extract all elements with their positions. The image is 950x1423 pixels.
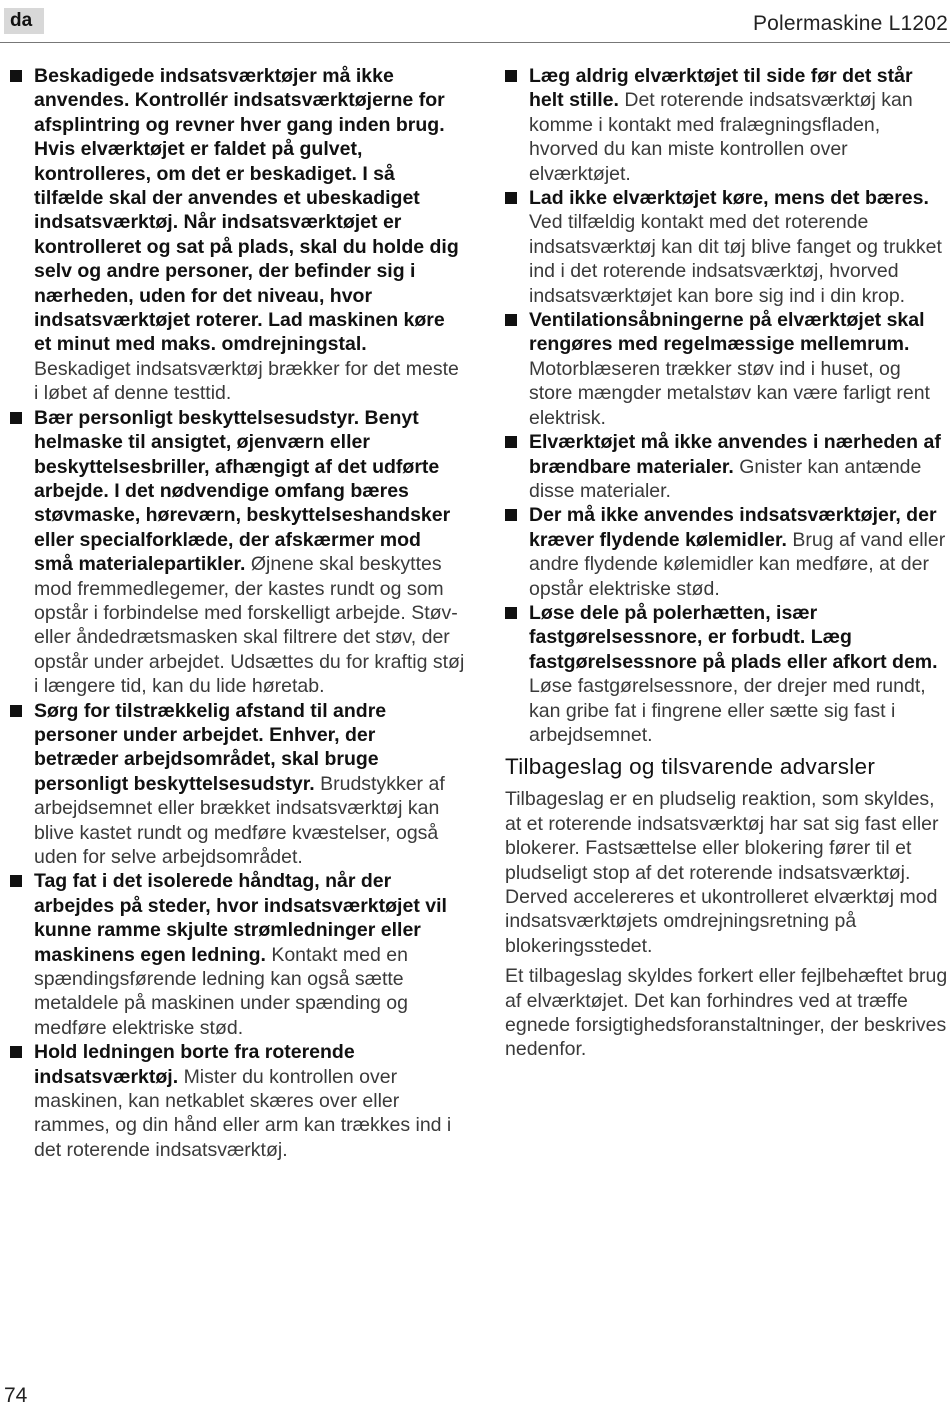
safety-item (505, 503, 949, 601)
safety-item (505, 601, 949, 747)
square-bullet-icon (505, 509, 517, 521)
item-bold-text: Hold ledningen borte fra roterende indsatsværktøj. (34, 1041, 355, 1088)
left-column (10, 64, 465, 1162)
safety-item (10, 406, 465, 699)
right-column (505, 64, 949, 1068)
page-number: 74 (4, 1384, 28, 1407)
item-body-text: Brug af vand eller andre flydende kølemidler kan medføre, at der opstår elektriske stød. (529, 528, 946, 600)
item-body-text: Ved tilfældig kontakt med det roterende indsatsværktøj kan dit tøj blive fanget og trukket ind i det roterende indsatsværktøj, hvorved indsatsværktøjet kan bore sig ind i din krop. (529, 211, 942, 307)
item-bold-text: Beskadigede indsatsværktøjer må ikke anvendes. Kontrollér indsatsværktøjerne for afsplintring og revner hver gang inden brug. Hvis elværktøjet er faldet på gulvet, kontrolleres, om det er beskadiget. I så tilfælde skal der anvendes et ubeskadiget indsatsværktøj. Når indsatsværktøjet er kontrolleret og sat på plads, skal du holde dig selv og andre personer, der befinder sig i nærheden, uden for det niveau, hvor indsatsværktøjet roterer. Lad maskinen køre et minut med maks. omdrejningstal. (34, 65, 459, 356)
square-bullet-icon (10, 70, 22, 82)
item-bold-text: Tag fat i det isolerede håndtag, når der arbejdes på steder, hvor indsatsværktøjet vil kunne ramme skjulte strømledninger eller maskinens egen ledning. (34, 870, 447, 966)
document-title: Polermaskine L1202 (752, 12, 948, 35)
item-body-text: Mister du kontrollen over maskinen, kan netkablet skæres over eller rammes, og din hånd eller arm kan trækkes ind i det roterende indsatsværktøj. (34, 1065, 452, 1161)
item-body-text: Øjnene skal beskyttes mod fremmedlegemer, der kastes rundt og som opstår i forbindelse med forskelligt arbejde. Støv- eller åndedrætsmasken skal filtrere det støv, der opstår under arbejdet. Udsættes du for kraftig støj i længere tid, kan du lide høretab. (34, 553, 465, 698)
section-heading: Tilbageslag og tilsvarende advarsler (505, 754, 876, 780)
item-bold-text: Sørg for tilstrækkelig afstand til andre personer under arbejdet. Enhver, der betræder arbejdsområdet, skal bruge personligt beskyttelsesudstyr. (34, 699, 387, 795)
item-bold-text: Bær personligt beskyttelsesudstyr. Benyt helmaske til ansigtet, øjenværn eller beskyttelsesbriller, afhængigt af det udførte arbejde. I det nødvendige omfang bæres støvmaske, høreværn, beskyttelseshandsker eller specialforklæde, der afskærmer mod små materialepartikler. (34, 406, 451, 576)
safety-item (10, 64, 465, 406)
safety-item (10, 869, 465, 1040)
safety-item (505, 186, 949, 308)
item-body-text: Motorblæseren trækker støv ind i huset, og store mængder metalstøv kan være farligt rent elektrisk. (529, 357, 930, 429)
safety-item (505, 430, 949, 503)
item-bold-text: Elværktøjet må ikke anvendes i nærheden af brændbare materialer. (529, 431, 941, 478)
safety-item (10, 699, 465, 870)
item-body-text: Det roterende indsatsværktøj kan komme i kontakt med fralægningsfladen, hvorved du kan miste kontrollen over elværktøjet. (529, 89, 913, 185)
page-header (0, 0, 950, 44)
item-bold-text: Løse dele på polerhætten, især fastgørelsessnore, er forbudt. Læg fastgørelsessnore på plads eller afkort dem. (529, 601, 938, 673)
section-paragraph: Et tilbageslag skyldes forkert eller fejlbehæftet brug af elværktøjet. Det kan forhindres ved at træffe egnede forsigtighedsforanstaltninger, der beskrives nedenfor. (505, 965, 948, 1061)
item-bold-text: Ventilationsåbningerne på elværktøjet skal rengøres med regelmæssige mellemrum. (529, 309, 925, 356)
square-bullet-icon (505, 192, 517, 204)
square-bullet-icon (10, 705, 22, 717)
square-bullet-icon (10, 875, 22, 887)
square-bullet-icon (505, 436, 517, 448)
square-bullet-icon (10, 412, 22, 424)
square-bullet-icon (505, 70, 517, 82)
square-bullet-icon (505, 607, 517, 619)
section-paragraph: Tilbageslag er en pludselig reaktion, som skyldes, at et roterende indsatsværktøj har sat sig fast eller blokerer. Fastsættelse eller blokering fører til et pludseligt stop af det roterende indsatsværktøj. Derved accelereres et ukontrolleret elværktøj mod indsatsværktøjets omdrejningsretning på blokeringsstedet. (505, 788, 939, 957)
item-body-text: Beskadiget indsatsværktøj brækker for det meste i løbet af denne testtid. (34, 357, 459, 405)
square-bullet-icon (10, 1046, 22, 1058)
safety-item (505, 308, 949, 430)
item-body-text: Løse fastgørelsessnore, der drejer med rundt, kan gribe fat i fingrene eller sætte sig fast i arbejdsemnet. (529, 675, 926, 746)
item-body-text: Kontakt med en spændingsførende ledning kan også sætte metaldele på maskinen under spænding og medføre elektriske stød. (34, 943, 408, 1039)
square-bullet-icon (505, 314, 517, 326)
item-bold-text: Der må ikke anvendes indsatsværktøjer, der kræver flydende kølemidler. (529, 504, 937, 551)
item-bold-text: Lad ikke elværktøjet køre, mens det bæres. (529, 187, 929, 210)
item-body-text: Gnister kan antænde disse materialer. (529, 455, 922, 502)
safety-item (505, 64, 949, 186)
item-body-text: Brudstykker af arbejdsemnet eller brækket indsatsværktøj kan blive kastet rundt og medføre kvæstelser, også uden for selve arbejdsområdet. (34, 772, 445, 868)
item-bold-text: Læg aldrig elværktøjet til side før det står helt stille. (529, 65, 913, 112)
header-rule (0, 42, 950, 43)
safety-item (10, 1040, 465, 1162)
language-badge: da (4, 8, 44, 34)
